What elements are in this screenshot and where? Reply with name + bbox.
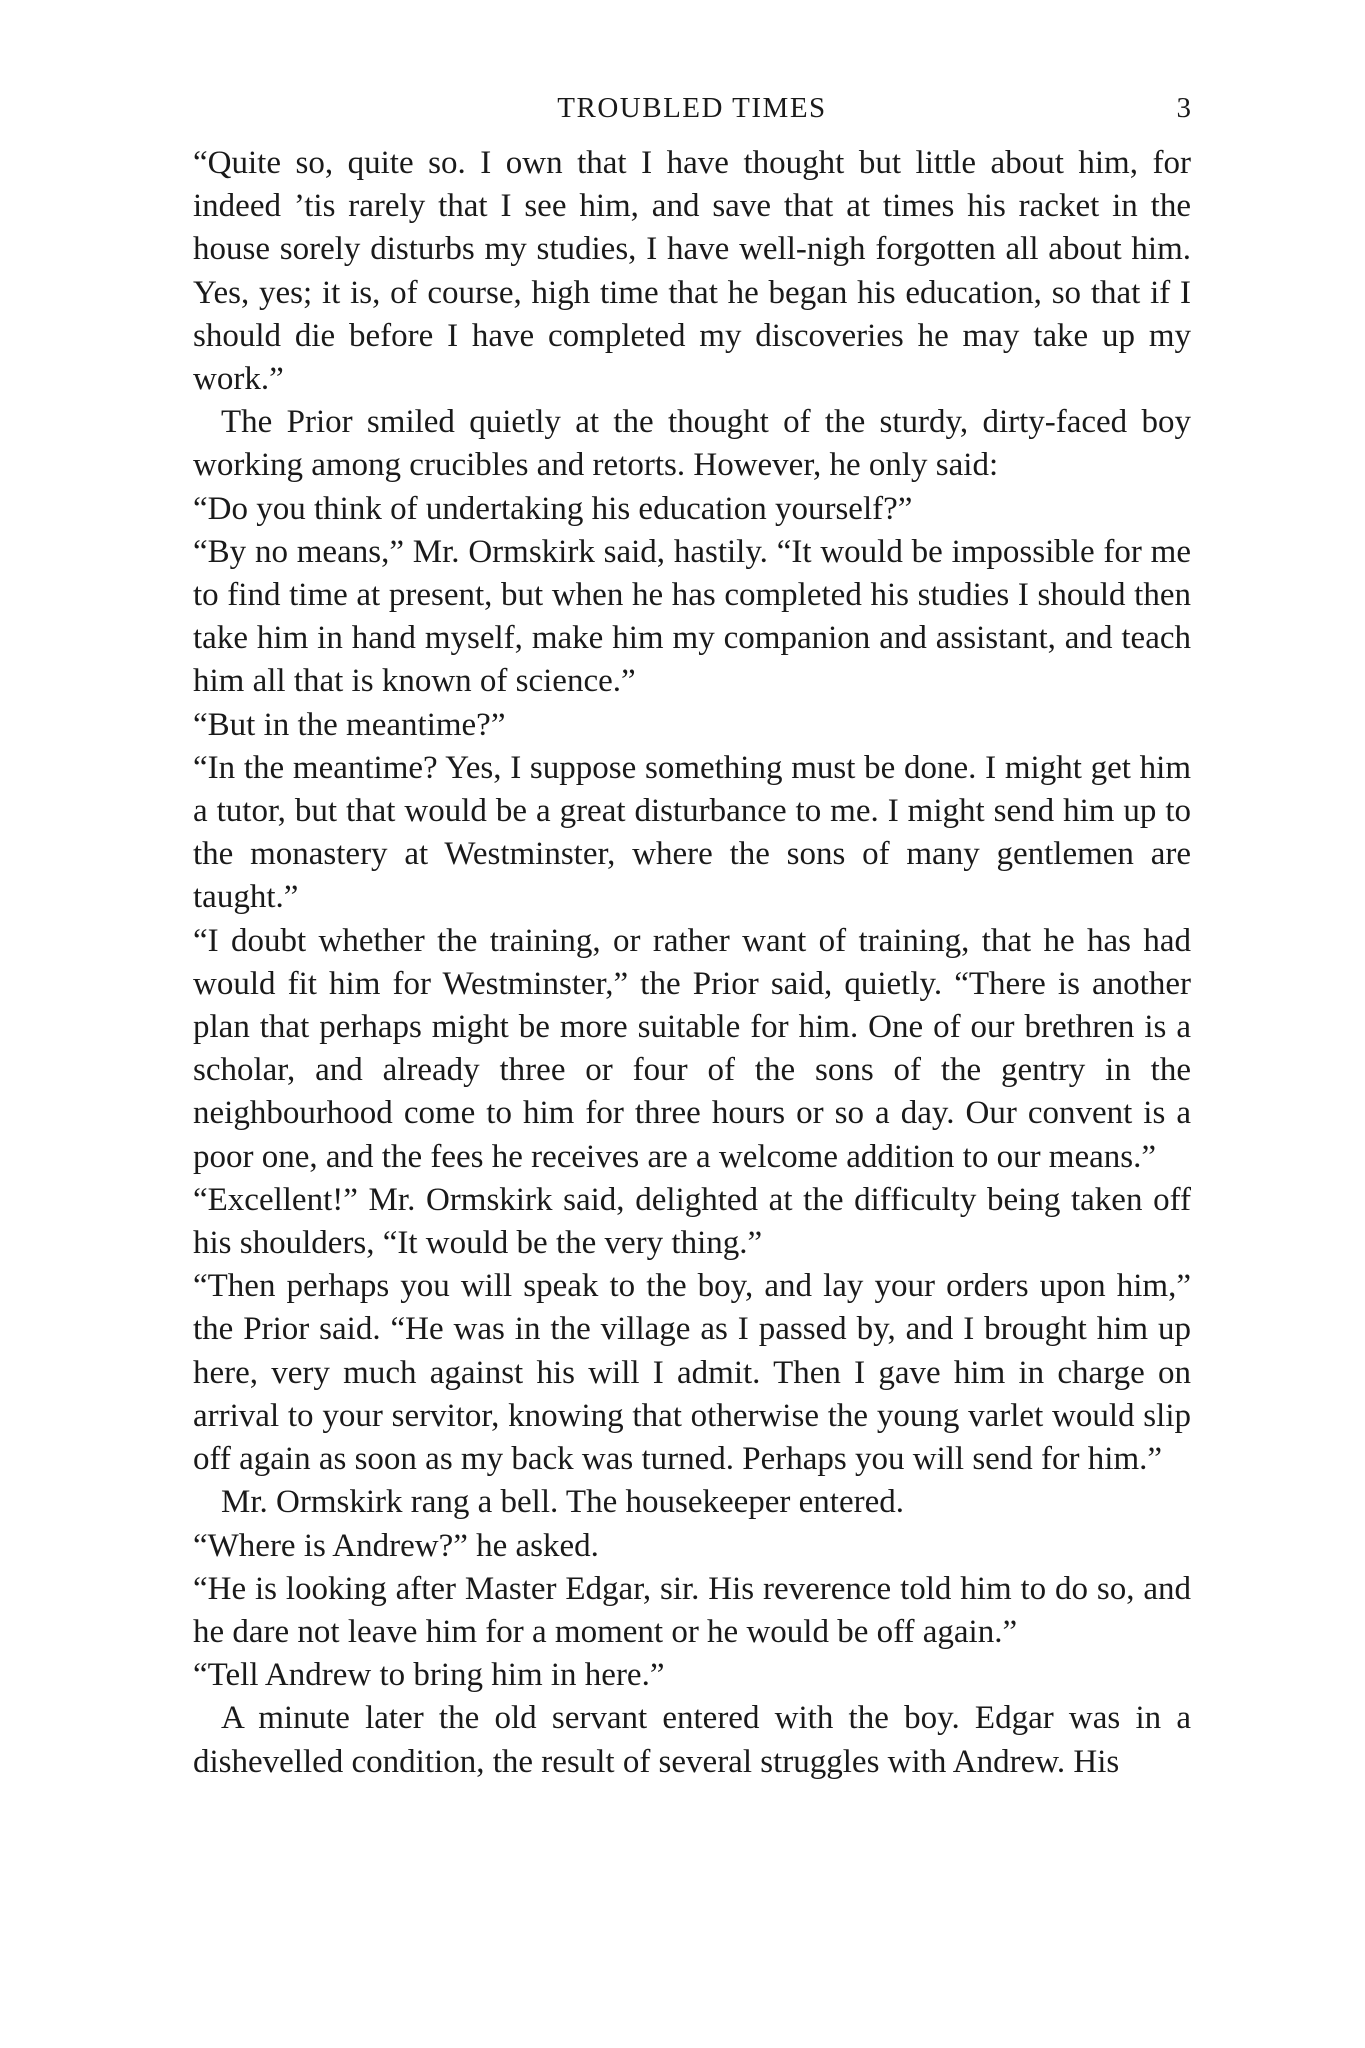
paragraph: “Where is Andrew?” he asked. — [193, 1527, 599, 1564]
paragraph: “Then perhaps you will speak to the boy, and lay your orders upon him,” the Prior said. “He was in the village as I passed by, and I brought him up here, very much against his will I admit. Then I gave him in charge on arrival to your servitor, knowing that otherwise the young varlet would slip off again as soon as my back was turned. Perhaps you will send for him.” — [193, 1268, 1191, 1478]
paragraph: The Prior smiled quietly at the thought of the sturdy, dirty-faced boy working among crucibles and retorts. However, he only said: — [193, 404, 1191, 484]
paragraph: “I doubt whether the training, or rather want of training, that he has had would fit him for Westminster,” the Prior said, quietly. “There is another plan that perhaps might be more suitable for him. One of our brethren is a scholar, and already three or four of the sons of the gentry in the neighbourhood come to him for three hours or so a day. Our convent is a poor one, and the fees he receives are a welcome addition to our means.” — [193, 922, 1191, 1175]
paragraph: “He is looking after Master Edgar, sir. His reverence told him to do so, and he dare not leave him for a moment or he would be off again.” — [193, 1570, 1191, 1650]
running-title: TROUBLED TIMES — [557, 92, 827, 124]
paragraph: “Excellent!” Mr. Ormskirk said, delighted at the difficulty being taken off his shoulders, “It would be the very thing.” — [193, 1181, 1191, 1262]
page-number: 3 — [1176, 92, 1191, 124]
book-page — [193, 92, 1191, 1784]
paragraph: “By no means,” Mr. Ormskirk said, hastily. “It would be impossible for me to find time at present, but when he has completed his studies I should then take him in hand myself, make him my companion and assistant, and teach him all that is known of science.” — [193, 533, 1191, 700]
paragraph: “Tell Andrew to bring him in here.” — [193, 1657, 665, 1694]
paragraph: “Quite so, quite so. I own that I have thought but little about him, for indeed ’tis rarely that I see him, and save that at times his racket in the house sorely disturbs my studies, I have well-nigh forgotten all about him. Yes, yes; it is, of course, high time that he began his education, so that if I should die before I have completed my discoveries he may take up my work.” — [193, 145, 1191, 398]
paragraph: “In the meantime? Yes, I suppose something must be done. I might get him a tutor, but that would be a great disturbance to me. I might send him up to the monastery at Westminster, where the sons of many gentlemen are taught.” — [193, 749, 1191, 916]
paragraph: “But in the meantime?” — [193, 706, 506, 743]
paragraph: A minute later the old servant entered with the boy. Edgar was in a dishevelled condition, the result of several struggles with Andrew. His — [193, 1700, 1191, 1780]
body-text — [193, 142, 1191, 1784]
paragraph: “Do you think of undertaking his education yourself?” — [193, 490, 913, 527]
paragraph: Mr. Ormskirk rang a bell. The housekeeper entered. — [221, 1484, 904, 1521]
running-head — [193, 92, 1191, 140]
